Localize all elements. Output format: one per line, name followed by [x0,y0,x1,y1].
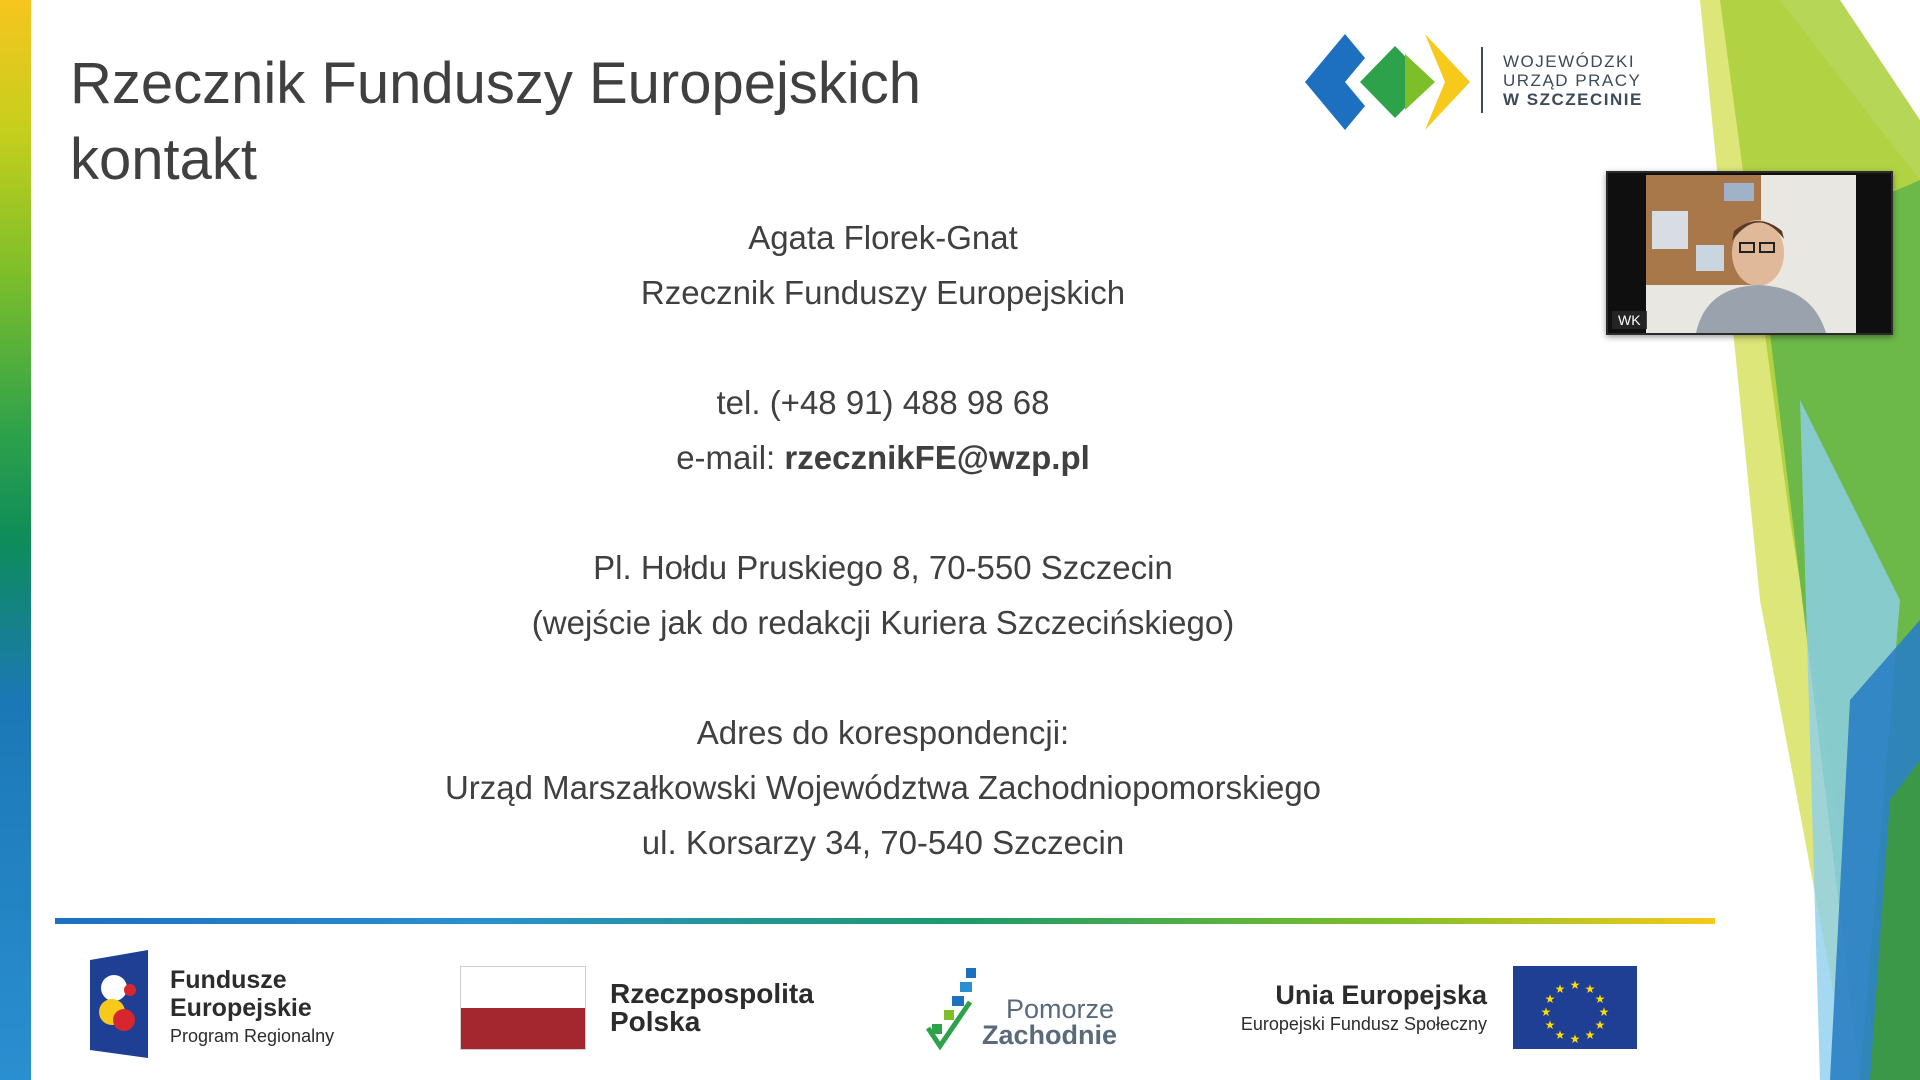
svg-text:★: ★ [1569,1032,1581,1046]
participant-name-label: WK [1612,311,1647,329]
pomorze-zachodnie-logo-icon [926,966,986,1050]
video-call-tile[interactable] [1606,171,1893,335]
svg-text:★: ★ [1554,982,1566,996]
wup-logo-line-3: W SZCZECINIE [1503,90,1643,109]
fe-program-label: Program Regionalny [170,1026,335,1046]
polish-flag-icon [460,966,586,1050]
svg-text:★: ★ [1554,1028,1566,1042]
wup-logo-text [1503,52,1643,109]
fundusze-europejskie-logo-icon [90,950,148,1058]
correspondence-line-2: ul. Korsarzy 34, 70-540 Szczecin [641,824,1125,861]
svg-text:★: ★ [1544,1018,1556,1032]
address-line-2: (wejście jak do redakcji Kuriera Szczecińskiego) [531,604,1235,641]
rp-line-1: Rzeczpospolita [610,978,814,1009]
correspondence-line-1: Urząd Marszałkowski Województwa Zachodniopomorskiego [444,769,1322,806]
eu-flag-icon [1513,966,1637,1049]
contact-email-row [340,430,1426,485]
fe-line-2: Europejskie [170,994,312,1022]
contact-name: Agata Florek-Gnat [748,219,1018,256]
svg-text:★: ★ [1594,992,1606,1006]
title-line-1: Rzecznik Funduszy Europejskich [70,51,922,116]
fe-line-1: Fundusze [170,966,287,994]
svg-text:★: ★ [1598,1005,1610,1019]
contact-phone: tel. (+48 91) 488 98 68 [716,384,1050,421]
svg-text:★: ★ [1569,978,1581,992]
page-title [70,46,970,198]
eu-stars-icon [1513,966,1637,1049]
svg-text:★: ★ [1540,1005,1552,1019]
email-link[interactable]: rzecznikFE@wzp.pl [784,439,1090,476]
email-label: e-mail: [676,439,785,476]
left-decorative-band [0,0,31,1080]
participant-video [1646,175,1856,333]
wup-logo-separator [1481,47,1483,113]
efs-label: Europejski Fundusz Społeczny [1240,1014,1487,1034]
wup-logo-line-2: URZĄD PRACY [1503,71,1642,90]
pomorze-label: Pomorze [1006,994,1115,1024]
contact-block [340,210,1426,870]
fundusze-europejskie-title [170,966,312,1022]
footer-divider [55,918,1715,924]
address-line-1: Pl. Hołdu Pruskiego 8, 70-550 Szczecin [593,549,1173,586]
rp-line-2: Polska [610,1006,701,1037]
right-decorative-shapes [1700,0,1920,1080]
svg-text:★: ★ [1544,992,1556,1006]
unia-europejska-title: Unia Europejska [1275,980,1487,1010]
svg-text:★: ★ [1584,982,1596,996]
zachodnie-label: Zachodnie [982,1020,1118,1050]
contact-role: Rzecznik Funduszy Europejskich [640,274,1126,311]
svg-text:★: ★ [1594,1018,1606,1032]
correspondence-heading: Adres do korespondencji: [696,714,1070,751]
title-line-2: kontakt [70,127,257,192]
svg-text:★: ★ [1584,1028,1596,1042]
rzeczpospolita-polska-label [610,980,814,1036]
wup-logo-line-1: WOJEWÓDZKI [1503,52,1636,71]
